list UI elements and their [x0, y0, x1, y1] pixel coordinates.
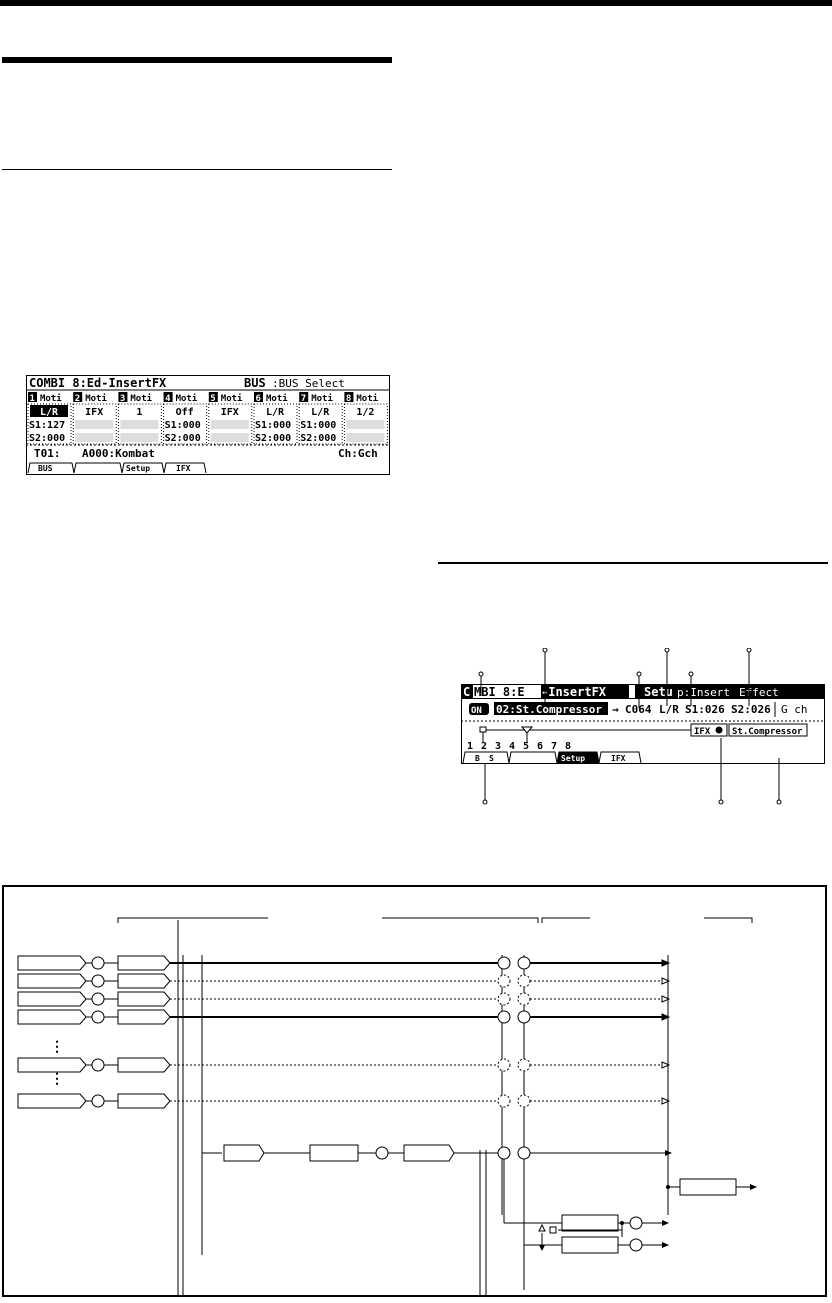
timbre-send2[interactable]: S2:000: [255, 433, 292, 444]
timbre-name: Moti: [311, 394, 333, 404]
timbre-bus-select[interactable]: L/R: [265, 407, 285, 418]
lcd2-title-mid: MBI 8:E: [474, 685, 525, 699]
tab-bus[interactable]: BUS: [38, 464, 53, 473]
timbre-bus-select[interactable]: L/R: [311, 407, 330, 418]
timbre-send1[interactable]: S1:127: [29, 420, 66, 431]
timbre-send2[interactable]: S2:000: [300, 433, 337, 444]
lcd2-page-name: p:Insert: [677, 686, 730, 699]
diagram-dots-2: ⋮: [50, 1070, 64, 1086]
timbre-bus-select[interactable]: L/R: [39, 407, 59, 418]
timbre-number: 4: [165, 394, 171, 404]
bus-select-block: [118, 992, 170, 1006]
level-knob: [92, 1059, 104, 1071]
lcd2-page-name2: Effect: [739, 686, 779, 699]
lcd-page-label: BUS: [244, 376, 266, 390]
timbre-send1-disabled: [120, 420, 158, 429]
timbre-oscillator: [18, 974, 86, 988]
tab-setup[interactable]: Setup: [126, 464, 151, 473]
timbre-bus-select[interactable]: 1: [136, 407, 143, 418]
lcd2-timbre-number: 3: [495, 741, 502, 752]
level-knob: [92, 1095, 104, 1107]
bus-select-block: [118, 1010, 170, 1024]
timbre-send1-disabled: [75, 420, 113, 429]
timbre-oscillator: [18, 1010, 86, 1024]
timbre-name: Moti: [40, 394, 62, 404]
bus-select-block: [118, 956, 170, 970]
timbre-send2[interactable]: S2:000: [164, 433, 201, 444]
lcd-bus-select-screen: [26, 375, 390, 475]
lcd-page-name: :BUS Select: [272, 377, 345, 390]
timbre-name: Moti: [175, 394, 198, 404]
timbre-send2[interactable]: S2:000: [29, 433, 66, 444]
lcd-channel: Ch:Gch: [338, 447, 378, 460]
section-heading-rule: [2, 57, 392, 63]
timbre-name: Moti: [220, 394, 243, 404]
lcd2-timbre-number: 4: [509, 741, 516, 752]
lcd2-timbre-number: 2: [481, 741, 488, 752]
lcd2-timbre-number: 8: [565, 741, 572, 752]
level-knob: [92, 993, 104, 1005]
lcd2-effect-select[interactable]: 02:St.Compressor: [496, 703, 602, 716]
timbre-number: 1: [29, 394, 35, 404]
timbre-oscillator: [18, 1094, 86, 1108]
timbre-bus-select[interactable]: IFX: [220, 407, 239, 418]
timbre-name: Moti: [266, 394, 288, 404]
subsection-rule: [2, 169, 392, 170]
bus-select-block: [118, 1058, 170, 1072]
timbre-oscillator: [18, 992, 86, 1006]
timbre-send1[interactable]: S1:000: [255, 420, 292, 431]
lcd2-s2[interactable]: S2:026: [731, 703, 771, 716]
lcd2-title-right: -InsertFX: [541, 685, 607, 699]
lcd2-arrow: →: [612, 703, 619, 716]
timbre-name: Moti: [356, 394, 379, 404]
lcd2-ifx-label: IFX: [694, 727, 711, 737]
lcd2-timbre-number: 7: [551, 741, 558, 752]
tab2-s[interactable]: S: [489, 754, 494, 763]
timbre-oscillator: [18, 956, 86, 970]
diagram-dots-1: ⋮: [50, 1038, 64, 1054]
lcd-title: COMBI 8:Ed-InsertFX: [29, 376, 167, 390]
timbre-send1-disabled: [211, 420, 249, 429]
right-section-rule: [438, 562, 828, 564]
timbre-send1-disabled: [346, 420, 384, 429]
timbre-bus-select[interactable]: IFX: [85, 407, 104, 418]
timbre-number: 2: [74, 394, 81, 404]
top-rule: [0, 0, 832, 6]
timbre-name: Moti: [130, 394, 153, 404]
lcd2-s1[interactable]: S1:026: [685, 703, 725, 716]
level-knob: [92, 975, 104, 987]
timbre-send1[interactable]: S1:000: [164, 420, 201, 431]
timbre-bus-select[interactable]: 1/2: [356, 407, 375, 418]
timbre-send2-disabled: [75, 433, 113, 442]
timbre-send2-disabled: [211, 433, 249, 442]
bus-select-block: [118, 974, 170, 988]
timbre-send2-disabled: [346, 433, 384, 442]
timbre-number: 7: [300, 394, 307, 404]
tab2-ifx[interactable]: IFX: [611, 754, 626, 763]
lcd2-gch[interactable]: G ch: [781, 703, 808, 716]
timbre-name: Moti: [85, 394, 107, 404]
lcd2-on-switch[interactable]: ON: [471, 706, 482, 716]
lcd2-ctrl[interactable]: C064: [625, 703, 652, 716]
bus-select-block: [118, 1094, 170, 1108]
signal-flow-diagram: [2, 885, 827, 1297]
timbre-send2-disabled: [120, 433, 158, 442]
lcd-timbre-label: T01:: [34, 447, 61, 460]
lcd2-setup-label: Setu: [644, 685, 673, 699]
lcd2-title-left: C: [463, 685, 471, 699]
lcd-tabs: [28, 463, 206, 473]
lcd2-callout-lines: [461, 648, 825, 808]
lcd2-bus[interactable]: L/R: [659, 703, 679, 716]
lcd2-timbre-number: 1: [467, 741, 474, 752]
timbre-send1[interactable]: S1:000: [300, 420, 337, 431]
tab2-setup[interactable]: Setup: [561, 754, 586, 763]
timbre-bus-select[interactable]: Off: [175, 407, 194, 418]
lcd-program: A000:Kombat: [82, 447, 155, 460]
lcd2-ifx-name: St.Compressor: [732, 727, 803, 737]
tab2-b[interactable]: B: [475, 754, 480, 763]
lcd2-timbre-number: 6: [537, 741, 544, 752]
timbre-number: 5: [210, 394, 216, 404]
timbre-number: 3: [119, 394, 126, 404]
level-knob: [92, 1011, 104, 1023]
tab-ifx[interactable]: IFX: [176, 464, 191, 473]
lcd2-timbre-number: 5: [523, 741, 530, 752]
timbre-number: 8: [345, 394, 352, 404]
level-knob: [92, 957, 104, 969]
timbre-number: 6: [255, 394, 261, 404]
